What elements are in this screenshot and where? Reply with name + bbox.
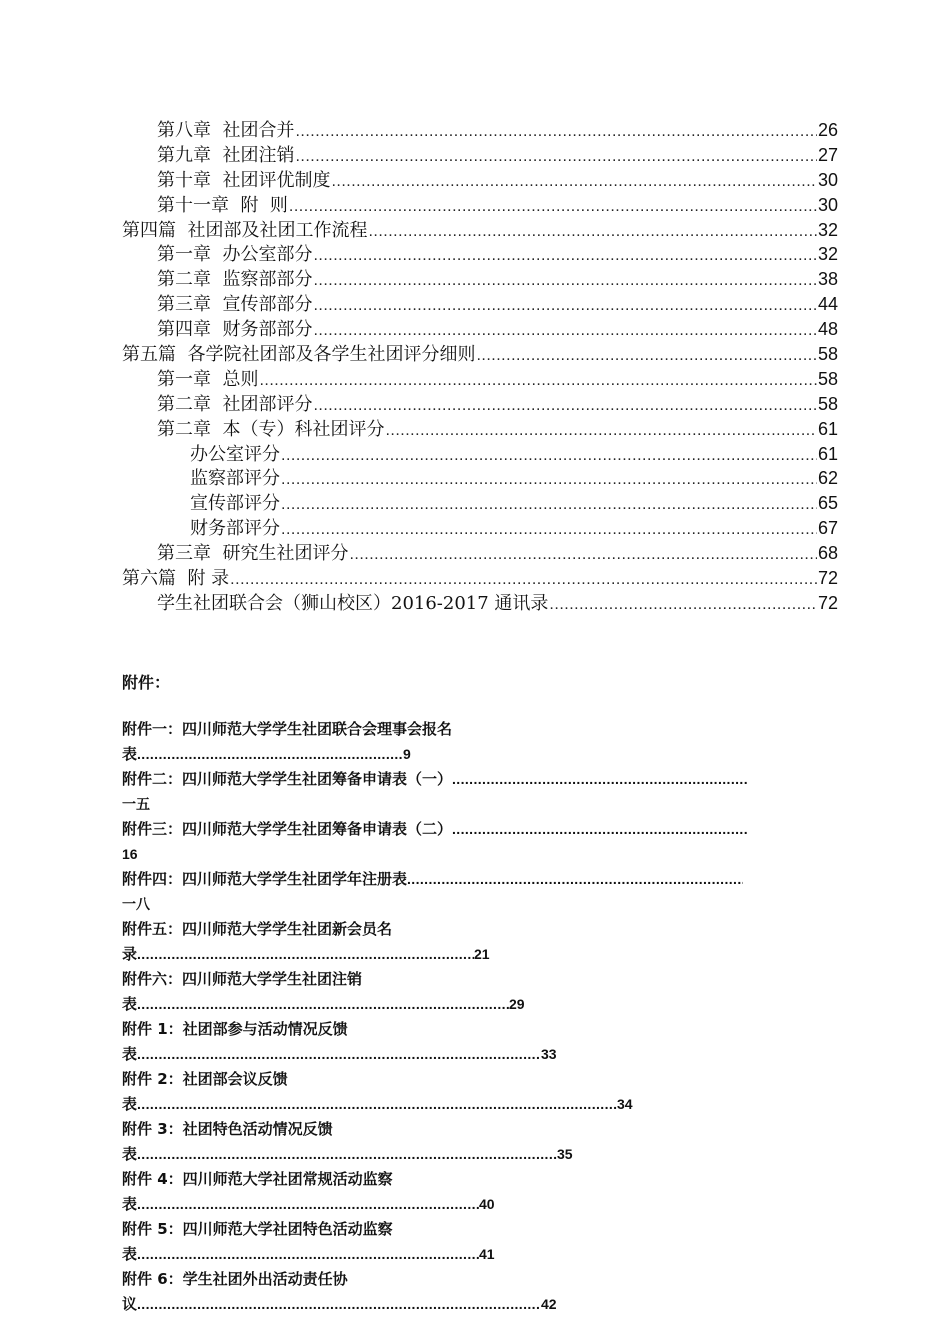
attachment-title-line — [122, 867, 862, 892]
toc-entry-title: 第九章 社团注销 — [157, 144, 295, 166]
toc-page-number: 72 — [817, 568, 838, 589]
attachment-title-line — [122, 817, 862, 842]
toc-entry-title: 第三章 宣传部部分 — [157, 294, 313, 316]
toc-leader — [476, 344, 817, 369]
toc-leader — [313, 294, 817, 319]
toc-entry-title: 第十一章 附 则 — [157, 194, 288, 216]
toc-page-number: 67 — [817, 518, 838, 539]
attachment-page-line — [122, 942, 862, 967]
attachment-page-line — [122, 1092, 862, 1117]
attachment-entry[interactable] — [122, 1267, 862, 1317]
toc-entry[interactable] — [122, 541, 838, 566]
toc-entry[interactable] — [122, 193, 838, 218]
toc-page-number: 61 — [817, 443, 838, 464]
attachment-page-line — [122, 992, 862, 1017]
attachment-page-number: 40 — [479, 1196, 495, 1212]
attachment-entry[interactable] — [122, 767, 862, 817]
toc-page-number: 30 — [817, 169, 838, 190]
toc-leader — [313, 394, 817, 419]
toc-page-number: 61 — [817, 418, 838, 439]
attachment-entry[interactable] — [122, 867, 862, 917]
toc-leader — [281, 444, 817, 469]
toc-leader — [259, 369, 817, 394]
attachment-page-number: 一八 — [122, 896, 150, 912]
toc-entry[interactable] — [122, 367, 838, 392]
toc-page-number: 72 — [817, 592, 838, 613]
attachment-title: 附件 2：社团部会议反馈 — [122, 1070, 288, 1088]
toc-entry[interactable] — [122, 442, 838, 467]
toc-entry-title: 宣传部评分 — [190, 493, 280, 515]
toc-entry[interactable] — [122, 118, 838, 143]
attachment-entry[interactable] — [122, 1067, 862, 1117]
toc-entry-title: 第一章 总则 — [157, 368, 259, 390]
attachment-title-tail: 表 — [122, 1045, 138, 1063]
toc-entry[interactable] — [122, 392, 838, 417]
attachment-title: 附件二：四川师范大学学生社团筹备申请表（一） — [122, 770, 453, 788]
toc-entry[interactable] — [122, 417, 838, 442]
toc-entry-title: 第二章 社团部评分 — [157, 393, 313, 415]
attachment-page-line — [122, 1042, 862, 1067]
attachment-entry[interactable] — [122, 1217, 862, 1267]
toc-leader — [137, 1192, 479, 1217]
toc-page-number: 58 — [817, 344, 838, 365]
attachment-entry[interactable] — [122, 1017, 862, 1067]
attachment-entry[interactable] — [122, 817, 862, 867]
toc-entry[interactable] — [122, 218, 838, 243]
toc-entry[interactable] — [122, 317, 838, 342]
toc-leader — [137, 942, 474, 967]
toc-entry[interactable] — [122, 466, 838, 491]
toc-entry-title: 第二章 监察部部分 — [157, 269, 313, 291]
toc-entry[interactable] — [122, 491, 838, 516]
toc-entry-title: 第四篇 社团部及社团工作流程 — [122, 219, 368, 241]
attachment-title-tail: 议 — [122, 1295, 138, 1313]
attachment-entry[interactable] — [122, 1117, 862, 1167]
attachment-title: 附件三：四川师范大学学生社团筹备申请表（二） — [122, 820, 453, 838]
toc-leader — [281, 518, 817, 543]
attachment-page-line — [122, 742, 862, 767]
toc-entry-title: 第八章 社团合并 — [157, 120, 295, 141]
attachments-list — [122, 717, 862, 1317]
attachment-page-line — [122, 1192, 862, 1217]
toc-leader — [295, 145, 817, 170]
attachment-title: 附件 3：社团特色活动情况反馈 — [122, 1120, 333, 1138]
attachment-page-line — [122, 792, 862, 817]
toc-page-number: 58 — [817, 368, 838, 389]
toc-entry-title: 监察部评分 — [190, 468, 280, 490]
attachment-title: 附件六：四川师范大学学生社团注销 — [122, 970, 363, 988]
toc-page-number: 26 — [817, 120, 838, 140]
toc-page-number: 65 — [817, 493, 838, 514]
attachment-page-number: 41 — [479, 1246, 495, 1262]
attachment-entry[interactable] — [122, 1167, 862, 1217]
attachment-page-number: 21 — [474, 946, 490, 962]
attachment-entry[interactable] — [122, 917, 862, 967]
toc-entry-title: 财务部评分 — [190, 518, 280, 540]
toc-entry-title: 第三章 研究生社团评分 — [157, 543, 349, 565]
toc-page-number: 32 — [817, 244, 838, 265]
toc-leader — [549, 593, 817, 618]
attachment-page-number: 29 — [509, 996, 525, 1012]
attachment-page-number: 33 — [541, 1046, 557, 1062]
attachment-page-number: 9 — [403, 746, 411, 762]
toc-leader — [452, 817, 748, 842]
toc-leader — [137, 992, 509, 1017]
attachment-page-number: 42 — [541, 1296, 557, 1312]
toc-leader — [368, 220, 817, 245]
toc-leader — [295, 120, 817, 145]
toc-leader — [137, 1092, 617, 1117]
toc-leader — [137, 1042, 541, 1067]
attachment-title: 附件五：四川师范大学学生社团新会员名 — [122, 920, 393, 938]
attachments-heading: 附件： — [122, 673, 171, 692]
toc-entry[interactable] — [122, 342, 838, 367]
attachment-page-number: 16 — [122, 846, 138, 862]
attachment-page-number: 34 — [617, 1096, 633, 1112]
toc-page-number: 48 — [817, 319, 838, 340]
toc-entry-title: 第一章 办公室部分 — [157, 244, 313, 266]
toc-leader — [137, 1292, 541, 1317]
attachment-entry[interactable] — [122, 717, 862, 767]
toc-page-number: 44 — [817, 294, 838, 315]
attachment-title: 附件一：四川师范大学学生社团联合会理事会报名 — [122, 720, 453, 738]
toc-page-number: 62 — [817, 468, 838, 489]
attachment-title-tail: 录 — [122, 945, 138, 963]
attachment-page-number: 35 — [557, 1146, 573, 1162]
toc-leader — [230, 568, 817, 593]
attachment-title: 附件 4：四川师范大学社团常规活动监察 — [122, 1170, 393, 1188]
toc-leader — [137, 1242, 479, 1267]
toc-entry[interactable] — [122, 143, 838, 168]
table-of-contents — [122, 118, 838, 616]
toc-entry-title: 第十章 社团评优制度 — [157, 169, 331, 191]
attachment-title: 附件四：四川师范大学学生社团学年注册表 — [122, 870, 408, 888]
attachment-page-line — [122, 1242, 862, 1267]
toc-leader — [349, 543, 817, 568]
toc-entry-title: 第四章 财务部部分 — [157, 319, 313, 341]
toc-page-number: 38 — [817, 269, 838, 290]
toc-entry-title: 第二章 本（专）科社团评分 — [157, 418, 385, 440]
toc-leader — [331, 170, 817, 195]
toc-entry[interactable] — [122, 292, 838, 317]
attachment-title-tail: 表 — [122, 1245, 138, 1263]
toc-entry-title: 第五篇 各学院社团部及各学生社团评分细则 — [122, 344, 476, 366]
attachment-title: 附件 5：四川师范大学社团特色活动监察 — [122, 1220, 393, 1238]
toc-entry[interactable] — [122, 516, 838, 541]
attachment-title-tail: 表 — [122, 1195, 138, 1213]
toc-page-number: 68 — [817, 543, 838, 564]
toc-leader — [281, 468, 817, 493]
toc-leader — [407, 867, 743, 892]
toc-page-number: 27 — [817, 144, 838, 165]
attachment-title: 附件 6：学生社团外出活动责任协 — [122, 1270, 348, 1288]
attachment-title-tail: 表 — [122, 1145, 138, 1163]
toc-leader — [289, 195, 817, 220]
attachment-page-line — [122, 1292, 862, 1317]
attachment-title: 附件 1：社团部参与活动情况反馈 — [122, 1020, 348, 1038]
toc-entry[interactable] — [122, 267, 838, 292]
toc-entry[interactable] — [122, 566, 838, 591]
toc-leader — [137, 742, 403, 767]
attachment-page-number: 一五 — [122, 796, 150, 812]
attachment-page-line — [122, 892, 862, 917]
toc-leader — [313, 269, 817, 294]
toc-page-number: 32 — [817, 219, 838, 240]
attachment-entry[interactable] — [122, 967, 862, 1017]
toc-leader — [385, 419, 817, 444]
attachment-page-line — [122, 842, 862, 867]
toc-entry[interactable] — [122, 168, 838, 193]
toc-entry[interactable] — [122, 591, 838, 616]
toc-entry-title: 学生社团联合会（狮山校区）2016-2017 通讯录 — [157, 592, 549, 614]
toc-entry-title: 第六篇 附 录 — [122, 568, 230, 590]
toc-entry-title: 办公室评分 — [190, 443, 280, 465]
attachment-title-tail: 表 — [122, 745, 138, 763]
toc-leader — [313, 319, 817, 344]
toc-leader — [281, 493, 817, 518]
toc-page-number: 30 — [817, 194, 838, 215]
toc-leader — [137, 1142, 557, 1167]
toc-leader — [452, 767, 748, 792]
toc-page-number: 58 — [817, 393, 838, 414]
attachment-title-tail: 表 — [122, 995, 138, 1013]
attachment-title-line — [122, 767, 862, 792]
toc-leader — [313, 244, 817, 269]
attachment-title-tail: 表 — [122, 1095, 138, 1113]
attachment-page-line — [122, 1142, 862, 1167]
toc-entry[interactable] — [122, 242, 838, 267]
